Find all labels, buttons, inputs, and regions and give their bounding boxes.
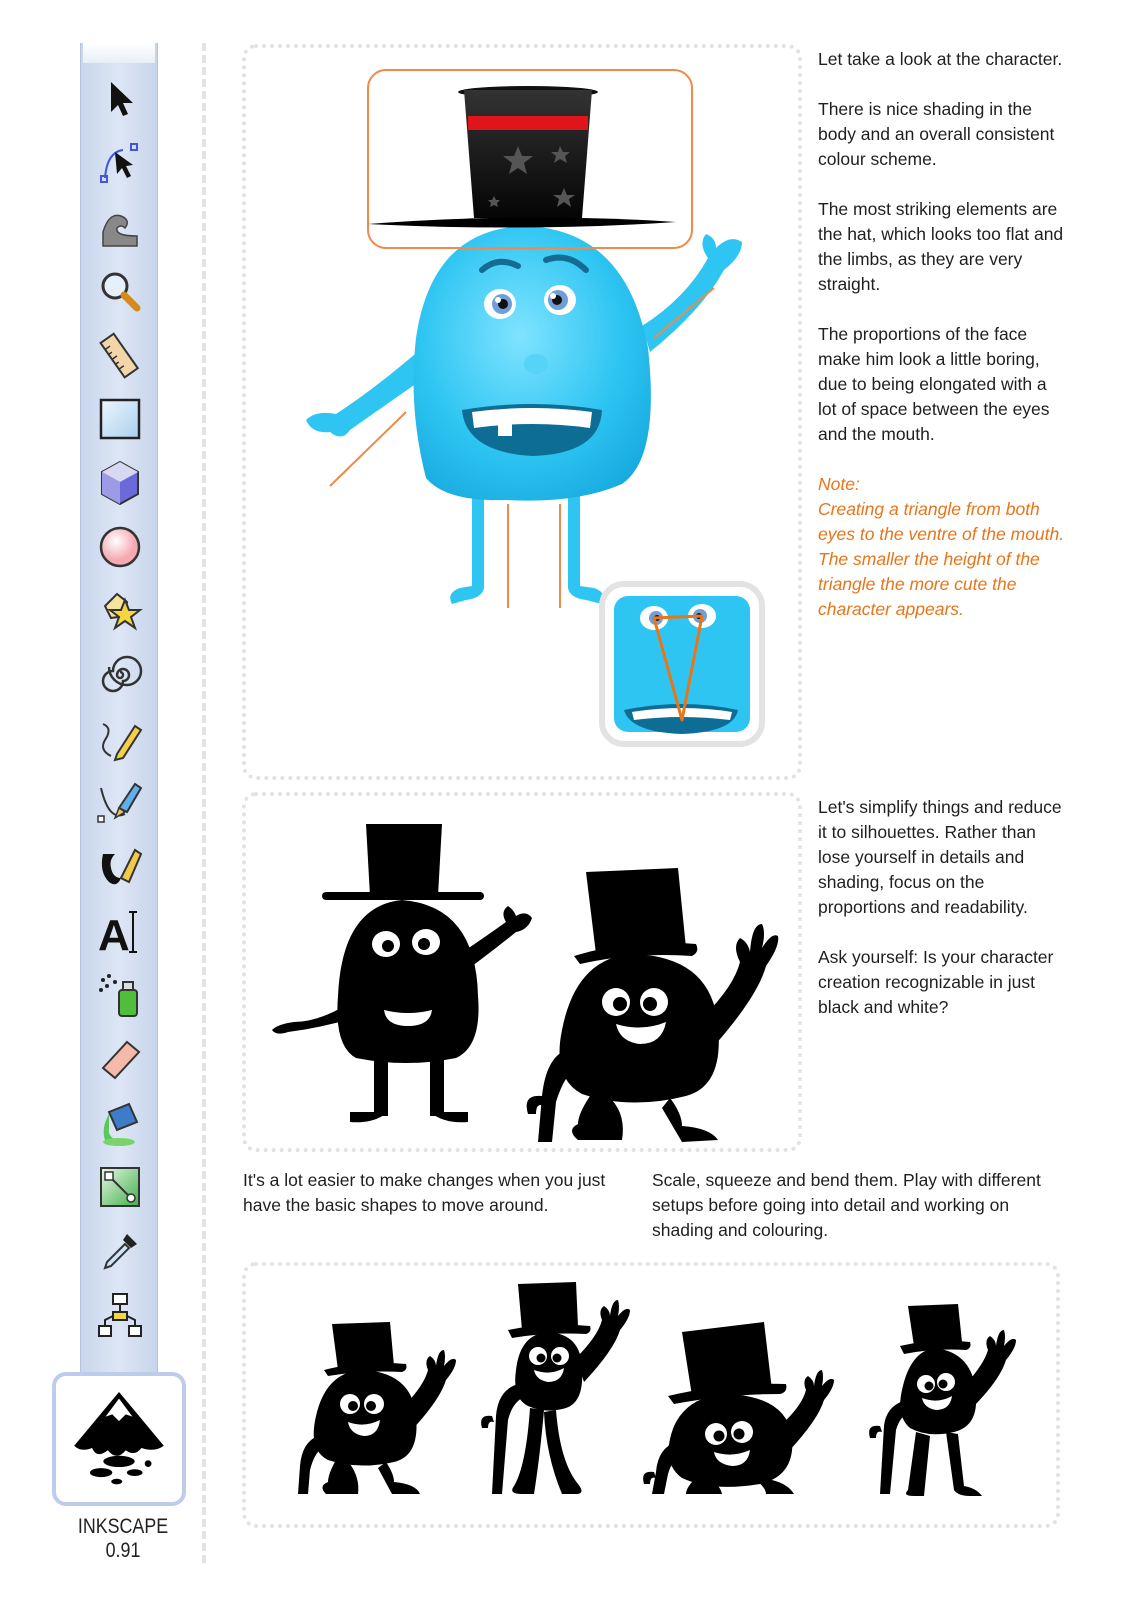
page-divider bbox=[202, 43, 206, 1563]
character-illustration bbox=[246, 48, 798, 776]
silhouette-original bbox=[272, 824, 532, 1122]
section3-left-text bbox=[243, 1168, 623, 1243]
scale-paragraph: Scale, squeeze and bend them. Play with different setups before going into detail and working on shading and colouring. bbox=[652, 1170, 1041, 1240]
pencil-icon[interactable] bbox=[94, 711, 146, 767]
paint-bucket-icon[interactable] bbox=[94, 1095, 146, 1151]
question-paragraph: Ask yourself: Is your character creation recognizable in just black and white? bbox=[818, 947, 1054, 1017]
note-block bbox=[818, 472, 1068, 622]
variation-4 bbox=[869, 1304, 1016, 1496]
proportions-paragraph: The proportions of the face make him look a little boring, due to being elongated with a lot of space between the eyes and the mouth. bbox=[818, 324, 1050, 444]
character-panel bbox=[242, 44, 802, 780]
bezier-pen-icon[interactable] bbox=[94, 775, 146, 831]
silhouette-illustration bbox=[246, 796, 798, 1148]
section3-right-text bbox=[652, 1168, 1052, 1268]
note-title: Note: bbox=[818, 474, 860, 494]
intro-paragraph: Let take a look at the character. bbox=[818, 49, 1063, 69]
section2-text bbox=[818, 795, 1068, 1045]
rectangle-icon[interactable] bbox=[94, 391, 146, 447]
3d-box-icon[interactable] bbox=[94, 455, 146, 511]
measure-ruler-icon[interactable] bbox=[94, 327, 146, 383]
toolbar-handle[interactable] bbox=[83, 43, 155, 63]
tweak-icon[interactable] bbox=[94, 199, 146, 255]
calligraphy-icon[interactable] bbox=[94, 839, 146, 895]
ellipse-icon[interactable] bbox=[94, 519, 146, 575]
variation-1 bbox=[298, 1322, 456, 1494]
note-body: Creating a triangle from both eyes to the ventre of the mouth. The smaller the height of the triangle the more cute the character appears. bbox=[818, 499, 1065, 619]
spiral-icon[interactable] bbox=[94, 647, 146, 703]
simplify-paragraph: Let's simplify things and reduce it to silhouettes. Rather than lose yourself in details and shading, focus on the proportions and readability. bbox=[818, 797, 1062, 917]
variations-panel bbox=[242, 1262, 1060, 1528]
silhouette-improved bbox=[527, 868, 779, 1142]
dropper-icon[interactable] bbox=[94, 1223, 146, 1279]
variation-2 bbox=[481, 1282, 630, 1494]
text-icon[interactable] bbox=[94, 903, 146, 959]
zoom-icon[interactable] bbox=[94, 263, 146, 319]
node-edit-icon[interactable] bbox=[94, 135, 146, 191]
changes-paragraph: It's a lot easier to make changes when you just have the basic shapes to move around. bbox=[243, 1170, 606, 1215]
silhouette-panel bbox=[242, 792, 802, 1152]
star-polygon-icon[interactable] bbox=[94, 583, 146, 639]
selector-arrow-icon[interactable] bbox=[94, 71, 146, 127]
section1-text bbox=[818, 47, 1068, 622]
gradient-icon[interactable] bbox=[94, 1159, 146, 1215]
hat-limbs-paragraph: The most striking elements are the hat, which looks too flat and the limbs, as they are very straight. bbox=[818, 199, 1064, 294]
tool-palette bbox=[80, 43, 158, 1393]
eraser-icon[interactable] bbox=[94, 1031, 146, 1087]
connector-icon[interactable] bbox=[94, 1287, 146, 1343]
svg-text:A: A bbox=[98, 911, 130, 956]
variations-illustration bbox=[246, 1266, 1056, 1524]
variation-3 bbox=[643, 1322, 834, 1494]
shading-paragraph: There is nice shading in the body and an overall consistent colour scheme. bbox=[818, 99, 1055, 169]
inkscape-logo-icon bbox=[52, 1372, 186, 1506]
app-version-label: INKSCAPE 0.91 bbox=[77, 1515, 169, 1562]
spray-icon[interactable] bbox=[94, 967, 146, 1023]
